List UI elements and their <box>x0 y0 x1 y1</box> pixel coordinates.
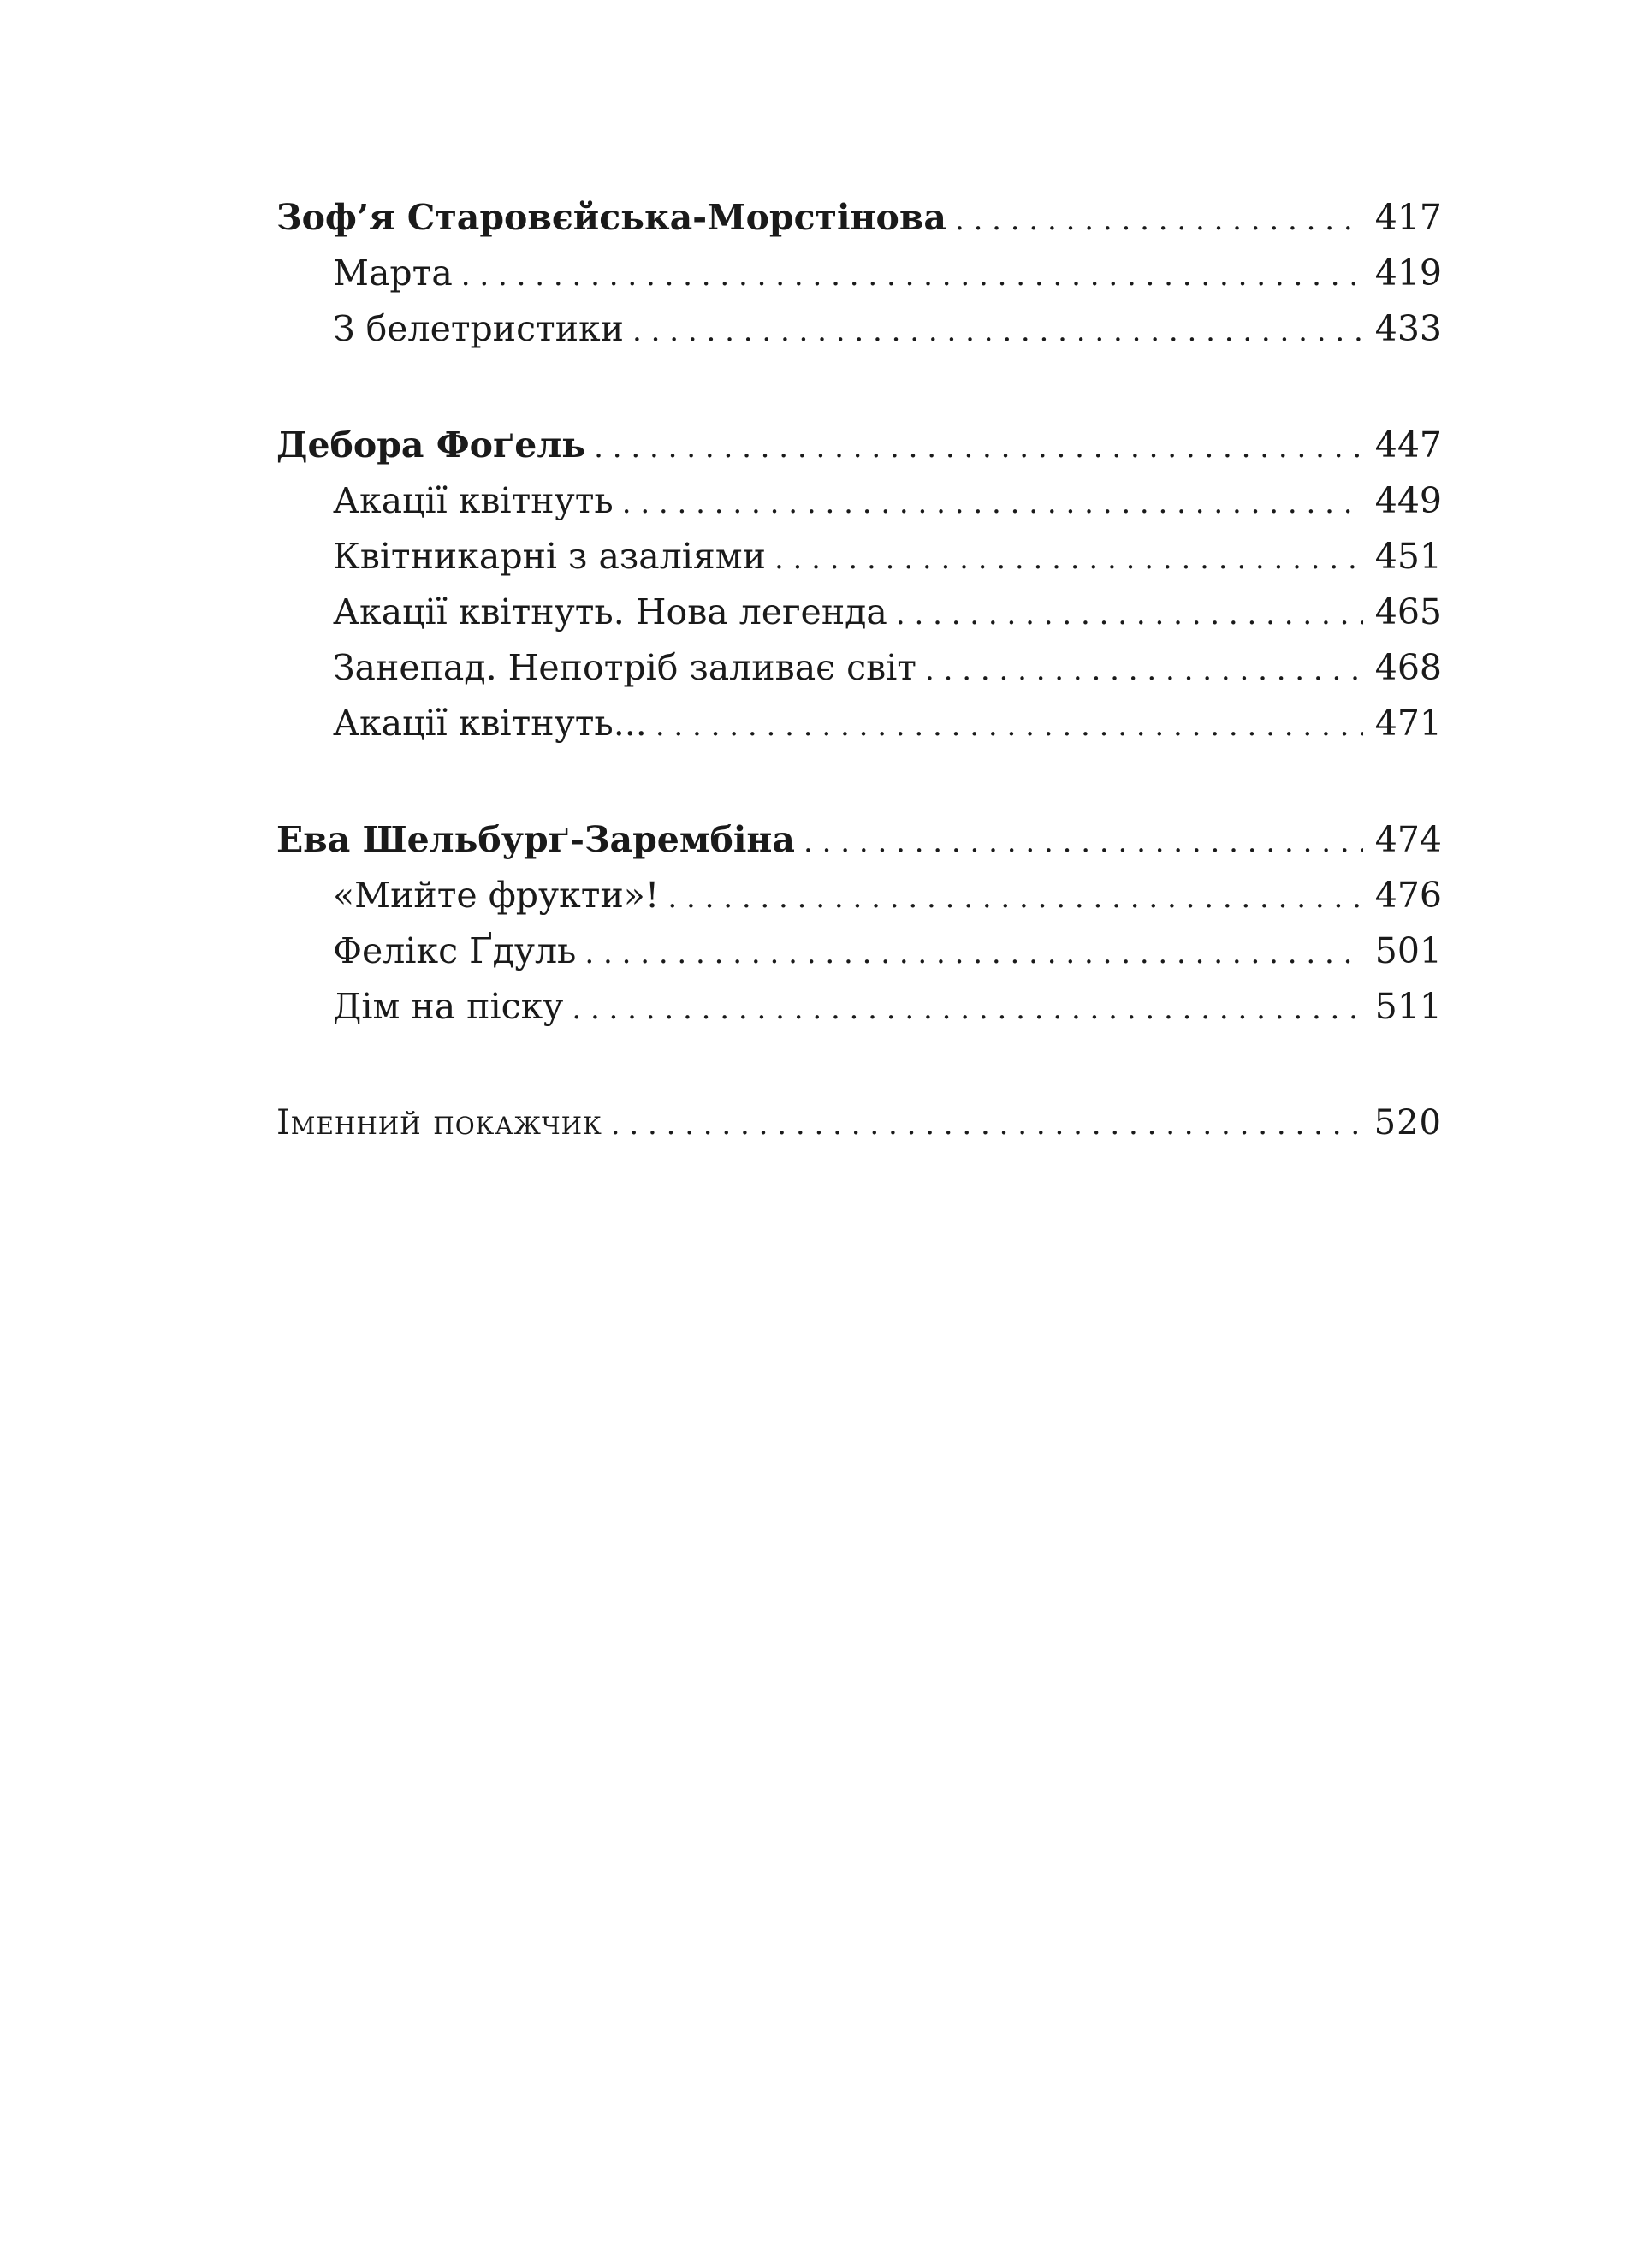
entry-title: З белетристики <box>333 308 625 349</box>
page-number: 451 <box>1374 536 1442 577</box>
page-number: 520 <box>1373 1103 1442 1143</box>
page-number: 471 <box>1374 703 1442 744</box>
toc-entry-work[interactable] <box>276 868 1442 923</box>
dot-leader <box>622 476 1363 531</box>
toc-entry-author[interactable] <box>276 812 1442 868</box>
page-number: 501 <box>1374 930 1442 971</box>
toc-entry-work[interactable] <box>276 246 1442 301</box>
entry-title: Марта <box>333 252 453 294</box>
entry-title: Ева Шельбурґ-Зарембіна <box>276 819 795 860</box>
toc-entry-author[interactable] <box>276 190 1442 246</box>
toc-entry-work[interactable] <box>276 979 1442 1035</box>
table-of-contents <box>276 190 1442 1151</box>
page-number: 476 <box>1374 875 1442 916</box>
dot-leader <box>896 587 1363 643</box>
entry-title: Квітникарні з азаліями <box>333 536 766 577</box>
toc-section-starovieiska <box>276 190 1442 357</box>
entry-title: Акації квітнуть... <box>333 703 647 744</box>
entry-title: Іменний покажчик <box>276 1103 602 1143</box>
toc-section-vogel <box>276 418 1442 751</box>
dot-leader <box>632 304 1363 359</box>
toc-entry-work[interactable] <box>276 473 1442 529</box>
toc-entry-author[interactable] <box>276 418 1442 473</box>
toc-section-index <box>276 1095 1442 1151</box>
toc-entry-work[interactable] <box>276 301 1442 357</box>
dot-leader <box>955 193 1363 248</box>
entry-title: «Мийте фрукти»! <box>333 875 660 916</box>
entry-title: Занепад. Непотріб заливає світ <box>333 647 916 688</box>
entry-title: Дебора Фоґель <box>276 425 586 466</box>
dot-leader <box>594 420 1363 476</box>
dot-leader <box>611 1097 1362 1153</box>
page-number: 474 <box>1374 819 1442 860</box>
entry-title: Акації квітнуть. Нова легенда <box>333 591 887 632</box>
page-number: 465 <box>1374 591 1442 632</box>
page-number: 447 <box>1374 425 1442 466</box>
toc-entry-work[interactable] <box>276 529 1442 585</box>
toc-entry-work[interactable] <box>276 585 1442 640</box>
entry-title: Зоф’я Старовєйська-Морстінова <box>276 197 946 238</box>
toc-entry-work[interactable] <box>276 696 1442 751</box>
page-number: 417 <box>1374 197 1442 238</box>
dot-leader <box>667 870 1362 926</box>
dot-leader <box>774 531 1363 587</box>
page-number: 419 <box>1374 252 1442 294</box>
toc-entry-work[interactable] <box>276 640 1442 696</box>
page-number: 449 <box>1374 480 1442 521</box>
dot-leader <box>804 815 1363 870</box>
toc-entry-work[interactable] <box>276 923 1442 979</box>
page-number: 468 <box>1374 647 1442 688</box>
entry-title: Дім на піску <box>333 986 564 1027</box>
entry-title: Акації квітнуть <box>333 480 614 521</box>
toc-entry-index[interactable] <box>276 1095 1442 1151</box>
dot-leader <box>572 982 1362 1037</box>
dot-leader <box>584 926 1362 982</box>
dot-leader <box>925 643 1363 698</box>
entry-title: Фелікс Ґдуль <box>333 930 577 971</box>
page-number: 511 <box>1374 986 1442 1027</box>
dot-leader <box>461 248 1363 304</box>
toc-section-szelburg <box>276 812 1442 1035</box>
dot-leader <box>655 698 1363 754</box>
page-number: 433 <box>1374 308 1442 349</box>
